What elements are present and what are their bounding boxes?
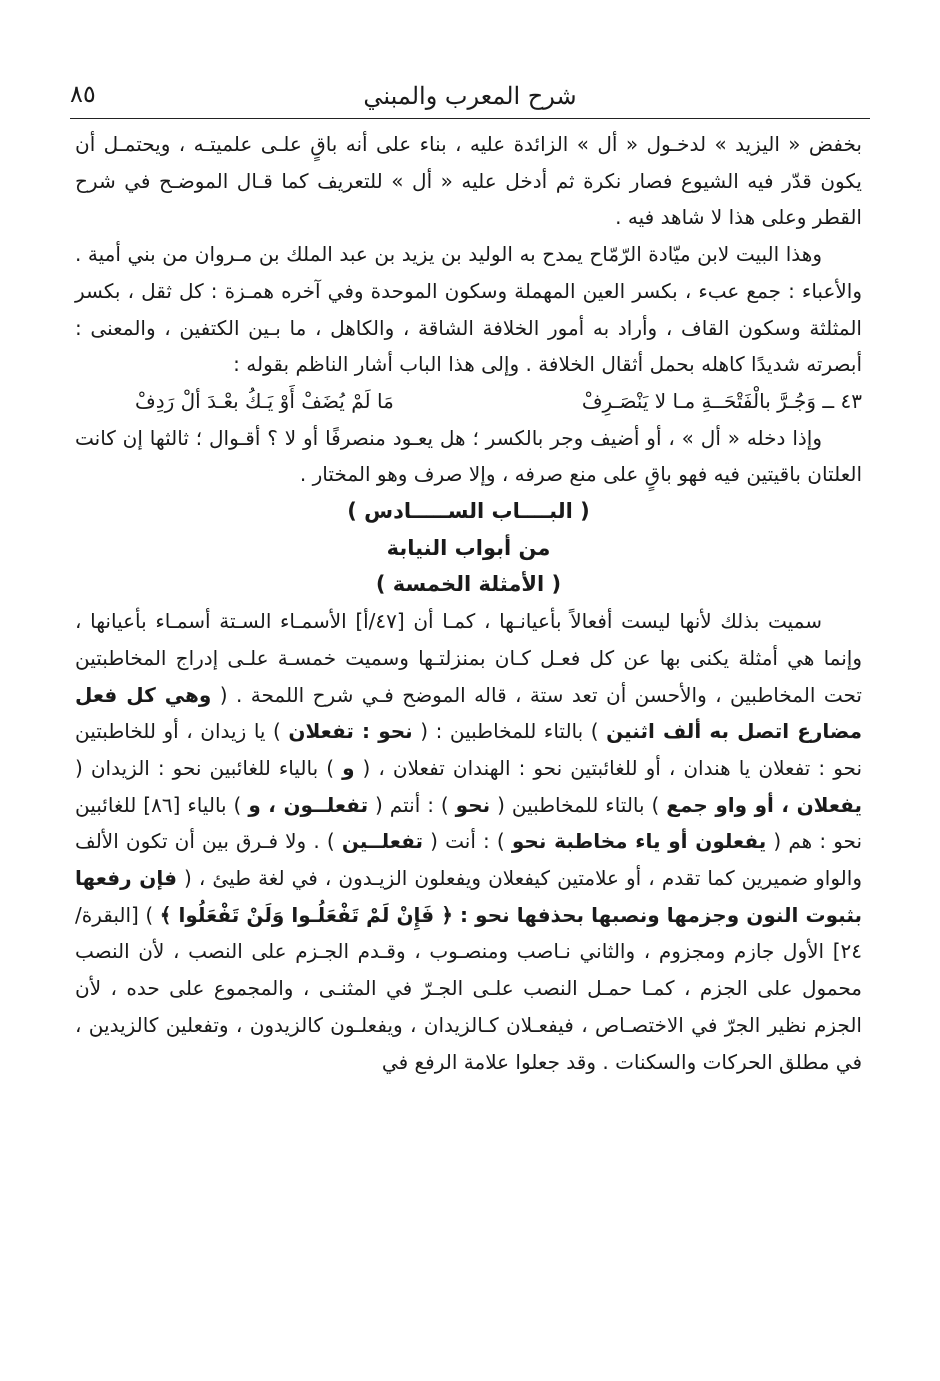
text-run: ) . ولا فـرق بين أن تكون الألف والواو ضميرين كما تقدم ، أو علامتين كيفعلان ويفعلون الزيـدون ، في لغة طيئ ، ( <box>75 829 862 891</box>
bold-text-run: يفعلان ، أو واو جمع <box>666 792 863 817</box>
verse-second-hemistich: مَا لَمْ يُضَفْ أَوْ يَـكُ بعْـدَ ألْ رَدِفْ <box>135 388 394 413</box>
text-run: ) بالياء للغائبين نحو : الزيدان ( <box>75 755 335 780</box>
topic-heading: ( الأمثلة الخمسة ) <box>375 572 562 597</box>
bold-text-run: فإن رفعها بثبوت النون وجزمها ونصبها بحذفها نحو : ﴿ فَإِنْ لَمْ تَفْعَلُـوا وَلَنْ تَفْعَلُوا ﴾ <box>75 866 862 927</box>
page-number: ٨٥ <box>70 80 96 108</box>
paragraph-4 <box>75 603 862 1080</box>
text-run: ) بالياء [٨٦] للغائبين نحو : هم ( <box>75 792 863 854</box>
chapter-heading: ( البــــاب الســـــادس ) <box>347 499 590 524</box>
bold-text-run: وهي كل فعل مضارع اتصل به ألف اثنين <box>75 682 863 744</box>
bold-text-run: نحو : تفعلان <box>288 719 413 744</box>
text-run: ) : أنت ( <box>430 829 505 854</box>
text-run: ) : أنتم ( <box>375 792 449 817</box>
page-body <box>75 126 862 1080</box>
page-header <box>70 78 870 119</box>
bold-text-run: يفعلون أو ياء مخاطبة نحو <box>511 829 767 854</box>
text-run: سميت بذلك لأنها ليست أفعالاً بأعيانـها ، كمـا أن [٤٧/أ] الأسمـاء السـتة أسمـاء بأعيانها ، وإنما هي أمثلة يكنى بها عن كل فعـل كـان بمنزلتـها وسميت خمسـة علـى إدراج المخاطبتين تحت المخاطبين ، والأحسن أن تعد ستة ، قاله الموضح فـي شرح اللمحة . ( <box>75 609 862 707</box>
bold-text-run: تفعلــون ، و <box>248 792 369 817</box>
bold-text-run: و <box>342 755 355 780</box>
text-run: ) بالتاء للمخاطبين ( <box>497 792 660 817</box>
bold-text-run: تفعلــين <box>341 829 424 854</box>
paragraph-2: وهذا البيت لابن ميّادة الرّمّاح يمدح به الوليد بن يزيد بن عبد الملك بن مـروان من بني أمية . والأعباء : جمع عبء ، بكسر العين المهملة وسكون الموحدة وفي آخره همـزة : كل ثقل ، بكسر المثلثة وسكون القاف ، وأراد به أمور الخلافة الشاقة ، والكاهل ، ما بـين الكتفين ، والمعنى : أبصرته شديدًا كاهله بحمل أثقال الخلافة . وإلى هذا الباب أشار الناظم بقوله : <box>75 242 862 377</box>
text-run: ) يا زيدان ، أو للخاطبتين نحو : تفعلان يا هندان ، أو للغائبتين نحو : الهندان تفعلان ، ( <box>75 719 863 780</box>
bold-text-run: نحو <box>455 792 491 817</box>
paragraph-3: وإذا دخله « أل » ، أو أضيف وجر بالكسر ؛ هل يعـود منصرفًا أو لا ؟ أقـوال ؛ ثالثها إن كانت العلتان باقيتين فيه فهو باقٍ على منع صرفه ، وإلا صرف وهو المختار . <box>75 425 862 487</box>
verse-first-hemistich: ٤٣ ــ وَجُـرَّ بالْفَتْحَــةِ مـا لا يَنْصَـرِفْ <box>581 388 862 413</box>
chapter-subtitle: من أبواب النيابة <box>386 535 551 560</box>
poetry-verse <box>75 383 862 420</box>
text-run: ) بالتاء للمخاطبين : ( <box>420 719 599 744</box>
text-run: ) [البقرة/٢٤] الأول جازم ومجزوم ، والثاني نـاصب ومنصـوب ، وقـدم الجـزم على النصب ، لأن النصب محمول على الجزم ، كمـا حمـل النصب علـى الجـرّ في المثنـى ، والمجموع على حده ، لأن الجزم نظير الجرّ في الاختصـاص ، فيفعـلان كـالزيدان ، ويفعلـون كالزيدون ، وتفعلين كالزيدين ، في مطلق الحركات والسكنات . وقد جعلوا علامة الرفع في <box>75 902 862 1074</box>
running-title: شرح المعرب والمبني <box>363 82 577 110</box>
paragraph-1: بخفض « اليزيد » لدخـول « أل » الزائدة عليه ، بناء على أنه باقٍ علـى علميتـه ، ويحتمـل أن يكون قدّر فيه الشيوع فصار نكرة ثم أدخل عليه « أل » للتعريف كما قـال الموضـح في شرح القطر وعلى هذا لا شاهد فيه . <box>75 132 862 230</box>
